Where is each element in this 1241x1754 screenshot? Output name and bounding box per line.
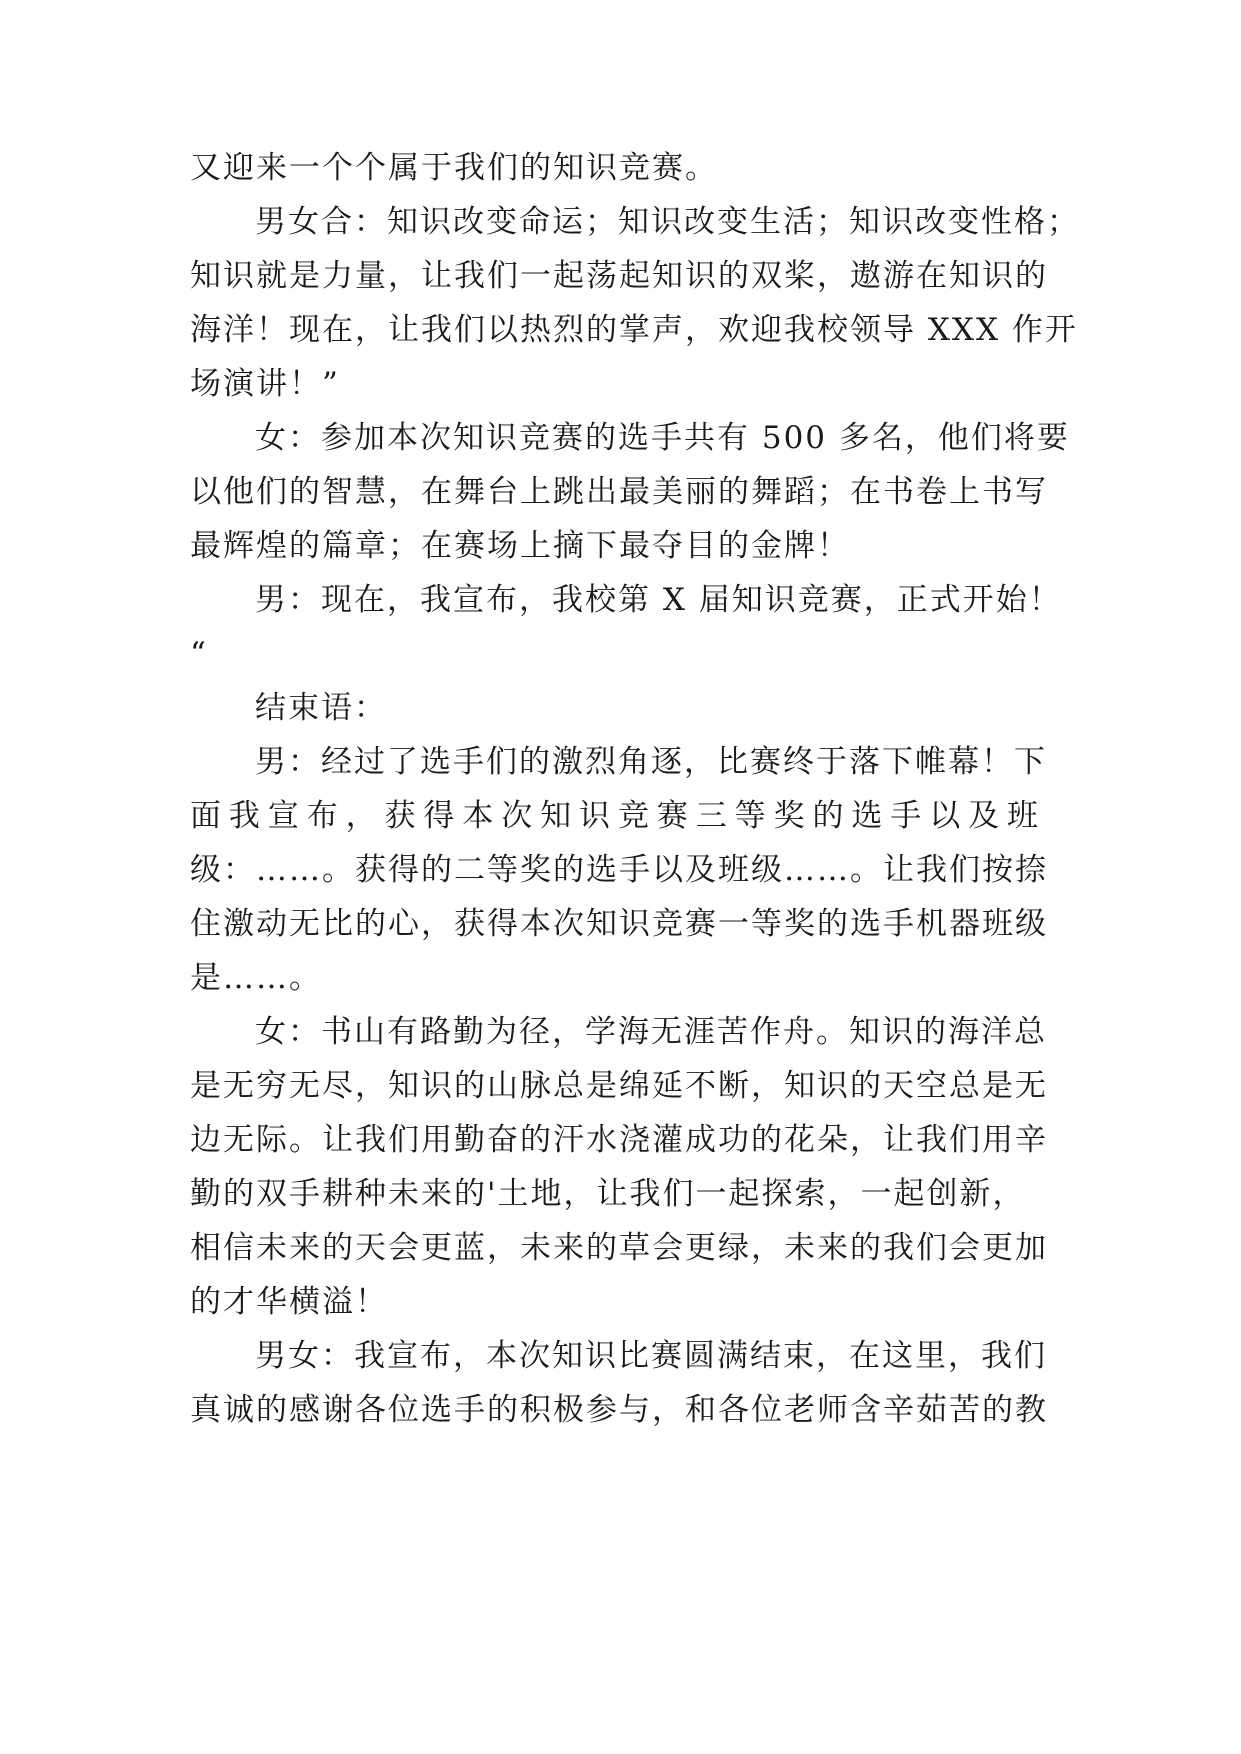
text-line: 女：参加本次知识竞赛的选手共有 500 多名，他们将要 — [255, 420, 1070, 456]
section-heading: 结束语： — [255, 690, 387, 726]
text-line: 又迎来一个个属于我们的知识竞赛。 — [190, 150, 718, 186]
text-line: 女：书山有路勤为径，学海无涯苦作舟。知识的海洋总 — [255, 1014, 1047, 1050]
text-line: 知识就是力量，让我们一起荡起知识的双桨，遨游在知识的 — [190, 258, 1048, 294]
text-line: 是……。 — [190, 960, 322, 996]
text-line: 以他们的智慧，在舞台上跳出最美丽的舞蹈；在书卷上书写 — [190, 474, 1048, 510]
text-line: 勤的双手耕种未来的'土地，让我们一起探索，一起创新， — [190, 1176, 1026, 1212]
text-line: 男：经过了选手们的激烈角逐，比赛终于落下帷幕！下 — [255, 744, 1047, 780]
text-line: 边无际。让我们用勤奋的汗水浇灌成功的花朵，让我们用辛 — [190, 1122, 1048, 1158]
text-line: 男女合：知识改变命运；知识改变生活；知识改变性格； — [255, 204, 1080, 240]
text-line: 面我宣布，获得本次知识竞赛三等奖的选手以及班 — [190, 798, 1040, 834]
text-line: 级：……。获得的二等奖的选手以及班级……。让我们按捺 — [190, 852, 1048, 888]
text-line: 住激动无比的心，获得本次知识竞赛一等奖的选手机器班级 — [190, 906, 1048, 942]
text-line: 海洋！现在，让我们以热烈的掌声，欢迎我校领导 XXX 作开 — [190, 312, 1078, 348]
text-line: 最辉煌的篇章；在赛场上摘下最夺目的金牌！ — [190, 528, 850, 564]
text-line: 真诚的感谢各位选手的积极参与，和各位老师含辛茹苦的教 — [190, 1392, 1048, 1428]
text-line: 男：现在，我宣布，我校第 X 届知识竞赛，正式开始！ — [255, 582, 1062, 618]
text-line: “ — [190, 636, 208, 672]
text-line: 场演讲！” — [190, 366, 340, 402]
text-line: 是无穷无尽，知识的山脉总是绵延不断，知识的天空总是无 — [190, 1068, 1048, 1104]
text-line: 的才华横溢！ — [190, 1284, 388, 1320]
text-line: 相信未来的天会更蓝，未来的草会更绿，未来的我们会更加 — [190, 1230, 1048, 1266]
text-line: 男女：我宣布，本次知识比赛圆满结束，在这里，我们 — [255, 1338, 1047, 1374]
